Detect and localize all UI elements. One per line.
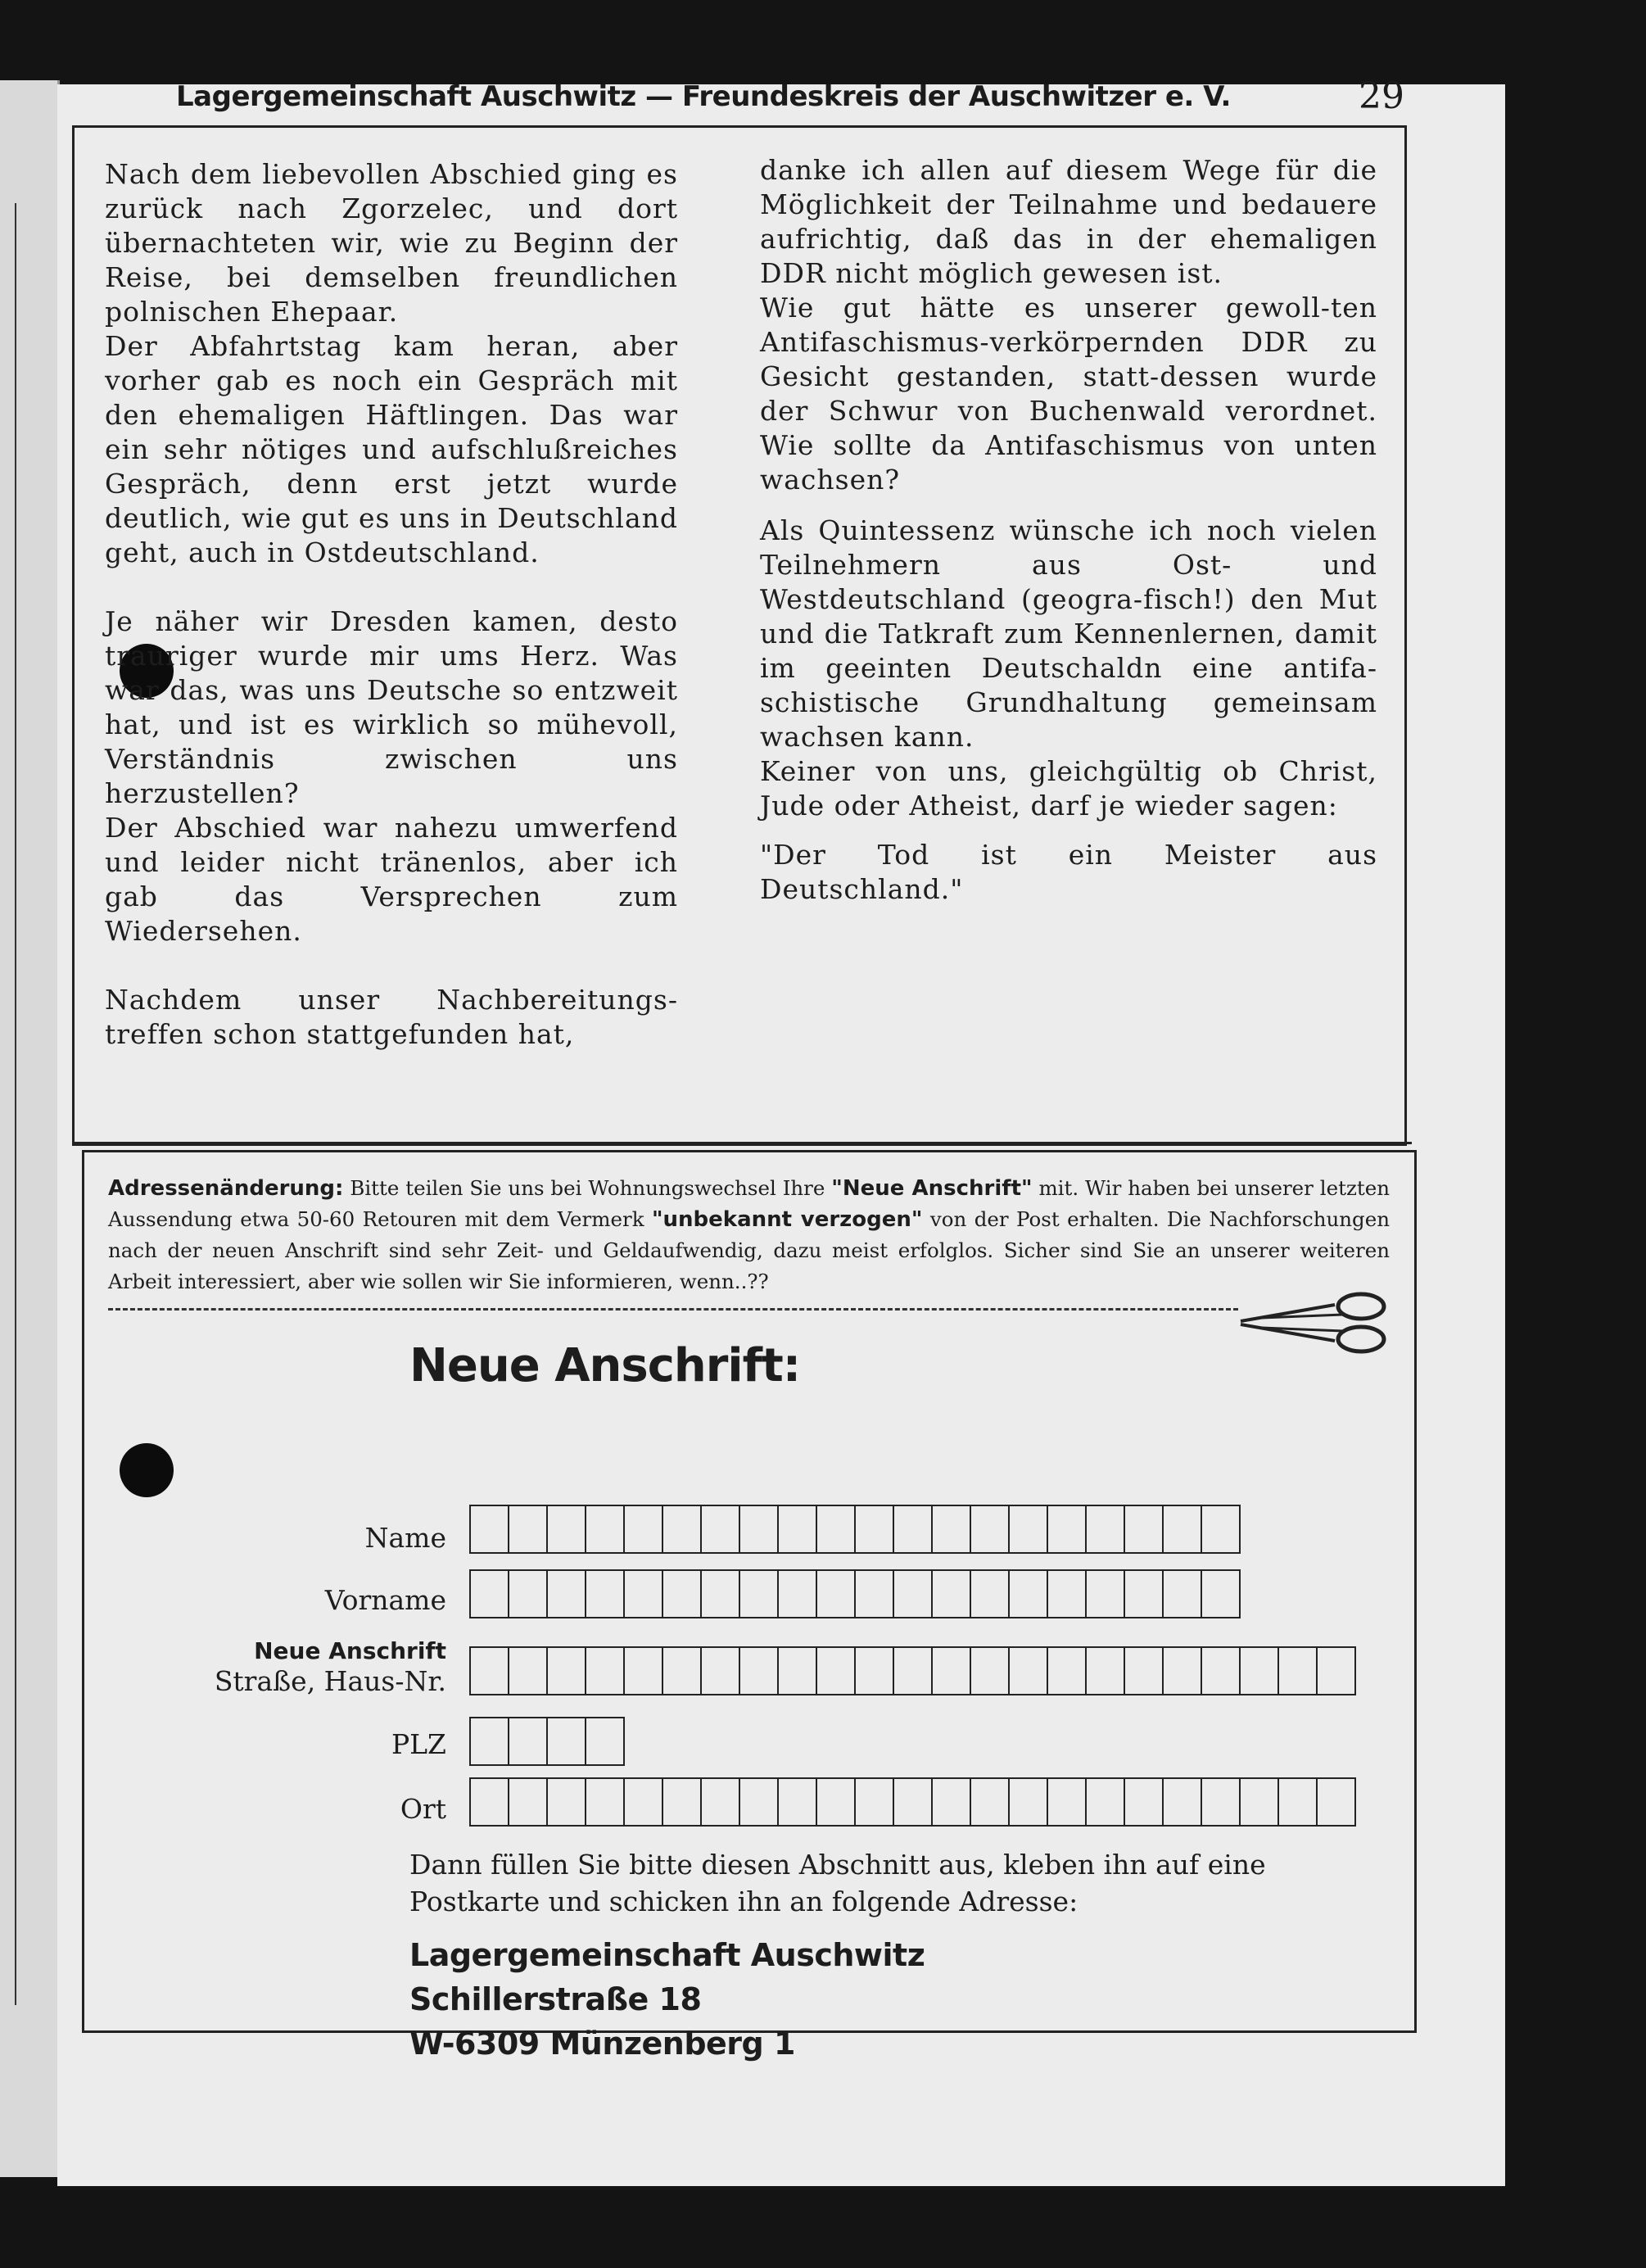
character-box[interactable] — [548, 1505, 586, 1554]
address-change-notice: Adressenänderung: Bitte teilen Sie uns bei Wohnungswechsel Ihre "Neue Anschrift" mit. Wir haben bei unserer letzten Aussendung etwa 50-60 Retouren mit dem Vermerk "unbekannt verzogen" von der Post erhalten. Die Nachforschungen nach der neuen Anschrift sind sehr Zeit- und Geldaufwendig, dazu meist erfolglos. Sicher sind Sie an unserer weiteren Arbeit interessiert, aber wie sollen wir Sie informieren, wenn..?? — [108, 1176, 1390, 1293]
character-box[interactable] — [1318, 1777, 1356, 1827]
character-box[interactable] — [740, 1505, 779, 1554]
character-box[interactable] — [586, 1505, 625, 1554]
character-box[interactable] — [1241, 1646, 1279, 1695]
page-header — [176, 75, 1404, 133]
paragraph: Keiner von uns, gleichgültig ob Christ, Jude oder Atheist, darf je wieder sagen: — [760, 755, 1377, 822]
cut-line — [108, 1308, 1238, 1311]
character-box[interactable] — [509, 1505, 548, 1554]
vorname-field[interactable] — [469, 1569, 1241, 1618]
character-box[interactable] — [740, 1569, 779, 1618]
notice-term: "Neue Anschrift" — [831, 1176, 1033, 1201]
character-box[interactable] — [1087, 1646, 1125, 1695]
character-box[interactable] — [971, 1505, 1010, 1554]
character-box[interactable] — [1164, 1646, 1202, 1695]
character-box[interactable] — [894, 1505, 933, 1554]
character-box[interactable] — [1087, 1505, 1125, 1554]
form-instructions: Dann füllen Sie bitte diesen Abschnitt aus, kleben ihn auf eine Postkarte und schicken ihn an folgende Adresse: — [409, 1849, 1266, 1917]
character-box[interactable] — [663, 1777, 702, 1827]
article-column-right — [760, 153, 1377, 907]
character-box[interactable] — [702, 1505, 740, 1554]
character-box[interactable] — [586, 1569, 625, 1618]
character-box[interactable] — [779, 1505, 817, 1554]
character-box[interactable] — [663, 1569, 702, 1618]
form-title: Neue Anschrift: — [409, 1339, 801, 1392]
page-number: 29 — [1359, 75, 1404, 117]
character-box[interactable] — [779, 1646, 817, 1695]
character-box[interactable] — [1202, 1569, 1241, 1618]
character-box[interactable] — [817, 1777, 856, 1827]
character-box[interactable] — [471, 1569, 509, 1618]
paragraph: Der Abschied war nahezu umwerfend und leider nicht tränenlos, aber ich gab das Versprechen zum Wiedersehen. — [105, 812, 678, 947]
character-box[interactable] — [933, 1777, 971, 1827]
character-box[interactable] — [471, 1777, 509, 1827]
paragraph: Wie gut hätte es unserer gewoll-ten Antifaschismus-verkörpernden DDR zu Gesicht gestanden, statt-dessen wurde der Schwur von Buchenwald verordnet. Wie sollte da Antifaschismus von unten wachsen? — [760, 292, 1377, 496]
character-box[interactable] — [817, 1646, 856, 1695]
character-box[interactable] — [471, 1717, 509, 1766]
character-box[interactable] — [971, 1777, 1010, 1827]
character-box[interactable] — [663, 1505, 702, 1554]
plz-field[interactable] — [469, 1717, 625, 1766]
character-box[interactable] — [625, 1505, 663, 1554]
character-box[interactable] — [1164, 1777, 1202, 1827]
character-box[interactable] — [1279, 1777, 1318, 1827]
street-field[interactable] — [469, 1646, 1356, 1695]
character-box[interactable] — [1010, 1569, 1048, 1618]
mailing-address — [409, 1933, 925, 2066]
character-box[interactable] — [817, 1505, 856, 1554]
ort-field[interactable] — [469, 1777, 1356, 1827]
quote: "Der Tod ist ein Meister aus Deutschland." — [760, 839, 1377, 905]
character-box[interactable] — [702, 1777, 740, 1827]
character-box[interactable] — [1125, 1569, 1164, 1618]
paragraph: Als Quintessenz wünsche ich noch vielen Teilnehmern aus Ost- und Westdeutschland (geogra-fisch!) den Mut und die Tatkraft zum Kennenlernen, damit im geeinten Deutschaldn eine antifa-schistische Grundhaltung gemeinsam wachsen kann. — [760, 514, 1377, 753]
character-box[interactable] — [625, 1569, 663, 1618]
left-page-edge — [0, 80, 60, 2177]
character-box[interactable] — [971, 1569, 1010, 1618]
character-box[interactable] — [1279, 1646, 1318, 1695]
character-box[interactable] — [779, 1777, 817, 1827]
character-box[interactable] — [1125, 1646, 1164, 1695]
paragraph: Je näher wir Dresden kamen, desto trauriger wurde mir ums Herz. Was war das, was uns Deutsche so entzweit hat, und ist es wirklich so mühevoll, Verständnis zwischen uns herzustellen? — [105, 605, 678, 809]
character-box[interactable] — [1087, 1777, 1125, 1827]
character-box[interactable] — [471, 1505, 509, 1554]
paragraph: Der Abfahrtstag kam heran, aber vorher gab es noch ein Gespräch mit den ehemaligen Häftlingen. Das war ein sehr nötiges und aufschlußreiches Gespräch, denn erst jetzt wurde deutlich, wie gut es uns in Deutschland geht, auch in Ostdeutschland. — [105, 330, 678, 568]
label-neue-anschrift: Neue Anschrift — [254, 1637, 446, 1664]
character-box[interactable] — [663, 1646, 702, 1695]
character-box[interactable] — [586, 1717, 625, 1766]
paragraph: danke ich allen auf diesem Wege für die Möglichkeit der Teilnahme und bedauere aufrichtig, daß das in der ehemaligen DDR nicht möglich gewesen ist. — [760, 154, 1377, 289]
character-box[interactable] — [894, 1777, 933, 1827]
label-name: Name — [364, 1522, 446, 1554]
character-box[interactable] — [740, 1777, 779, 1827]
name-field[interactable] — [469, 1505, 1241, 1554]
character-box[interactable] — [509, 1717, 548, 1766]
character-box[interactable] — [1010, 1646, 1048, 1695]
frame-divider — [72, 1142, 1412, 1144]
character-box[interactable] — [548, 1717, 586, 1766]
character-box[interactable] — [471, 1646, 509, 1695]
character-box[interactable] — [933, 1505, 971, 1554]
character-box[interactable] — [586, 1777, 625, 1827]
character-box[interactable] — [856, 1505, 894, 1554]
character-box[interactable] — [548, 1569, 586, 1618]
character-box[interactable] — [1125, 1505, 1164, 1554]
character-box[interactable] — [856, 1569, 894, 1618]
character-box[interactable] — [509, 1777, 548, 1827]
character-box[interactable] — [971, 1646, 1010, 1695]
character-box[interactable] — [1164, 1505, 1202, 1554]
character-box[interactable] — [509, 1569, 548, 1618]
character-box[interactable] — [1164, 1569, 1202, 1618]
character-box[interactable] — [817, 1569, 856, 1618]
address-line: W-6309 Münzenberg 1 — [409, 2026, 795, 2062]
character-box[interactable] — [509, 1646, 548, 1695]
character-box[interactable] — [1010, 1777, 1048, 1827]
character-box[interactable] — [1202, 1777, 1241, 1827]
character-box[interactable] — [1087, 1569, 1125, 1618]
character-box[interactable] — [625, 1646, 663, 1695]
label-plz: PLZ — [391, 1728, 446, 1760]
paragraph: Nach dem liebevollen Abschied ging es zurück nach Zgorzelec, und dort übernachteten wir, wie zu Beginn der Reise, bei demselben freundlichen polnischen Ehepaar. — [105, 158, 678, 328]
character-box[interactable] — [548, 1646, 586, 1695]
notice-term: "unbekannt verzogen" — [651, 1207, 923, 1232]
character-box[interactable] — [702, 1646, 740, 1695]
character-box[interactable] — [1010, 1505, 1048, 1554]
character-box[interactable] — [894, 1569, 933, 1618]
scissors-icon — [1237, 1290, 1392, 1356]
character-box[interactable] — [856, 1646, 894, 1695]
character-box[interactable] — [1048, 1569, 1087, 1618]
character-box[interactable] — [1048, 1777, 1087, 1827]
article-column-left — [105, 157, 678, 1052]
header-title: Lagergemeinschaft Auschwitz — Freundeskreis der Auschwitzer e. V. — [176, 80, 1231, 113]
character-box[interactable] — [586, 1646, 625, 1695]
label-vorname: Vorname — [324, 1584, 446, 1616]
character-box[interactable] — [740, 1646, 779, 1695]
character-box[interactable] — [1202, 1505, 1241, 1554]
label-strasse: Straße, Haus-Nr. — [214, 1665, 446, 1697]
character-box[interactable] — [856, 1777, 894, 1827]
notice-heading: Adressenänderung: — [108, 1176, 344, 1201]
character-box[interactable] — [1125, 1777, 1164, 1827]
character-box[interactable] — [625, 1777, 663, 1827]
label-ort: Ort — [400, 1793, 446, 1825]
character-box[interactable] — [779, 1569, 817, 1618]
character-box[interactable] — [1318, 1646, 1356, 1695]
character-box[interactable] — [1048, 1505, 1087, 1554]
character-box[interactable] — [702, 1569, 740, 1618]
address-line: Lagergemeinschaft Auschwitz — [409, 1937, 925, 1973]
address-line: Schillerstraße 18 — [409, 1981, 702, 2017]
character-box[interactable] — [548, 1777, 586, 1827]
character-box[interactable] — [1241, 1777, 1279, 1827]
character-box[interactable] — [1202, 1646, 1241, 1695]
paragraph: Nachdem unser Nachbereitungs-treffen schon stattgefunden hat, — [105, 984, 678, 1050]
character-box[interactable] — [933, 1646, 971, 1695]
character-box[interactable] — [1048, 1646, 1087, 1695]
character-box[interactable] — [894, 1646, 933, 1695]
character-box[interactable] — [933, 1569, 971, 1618]
